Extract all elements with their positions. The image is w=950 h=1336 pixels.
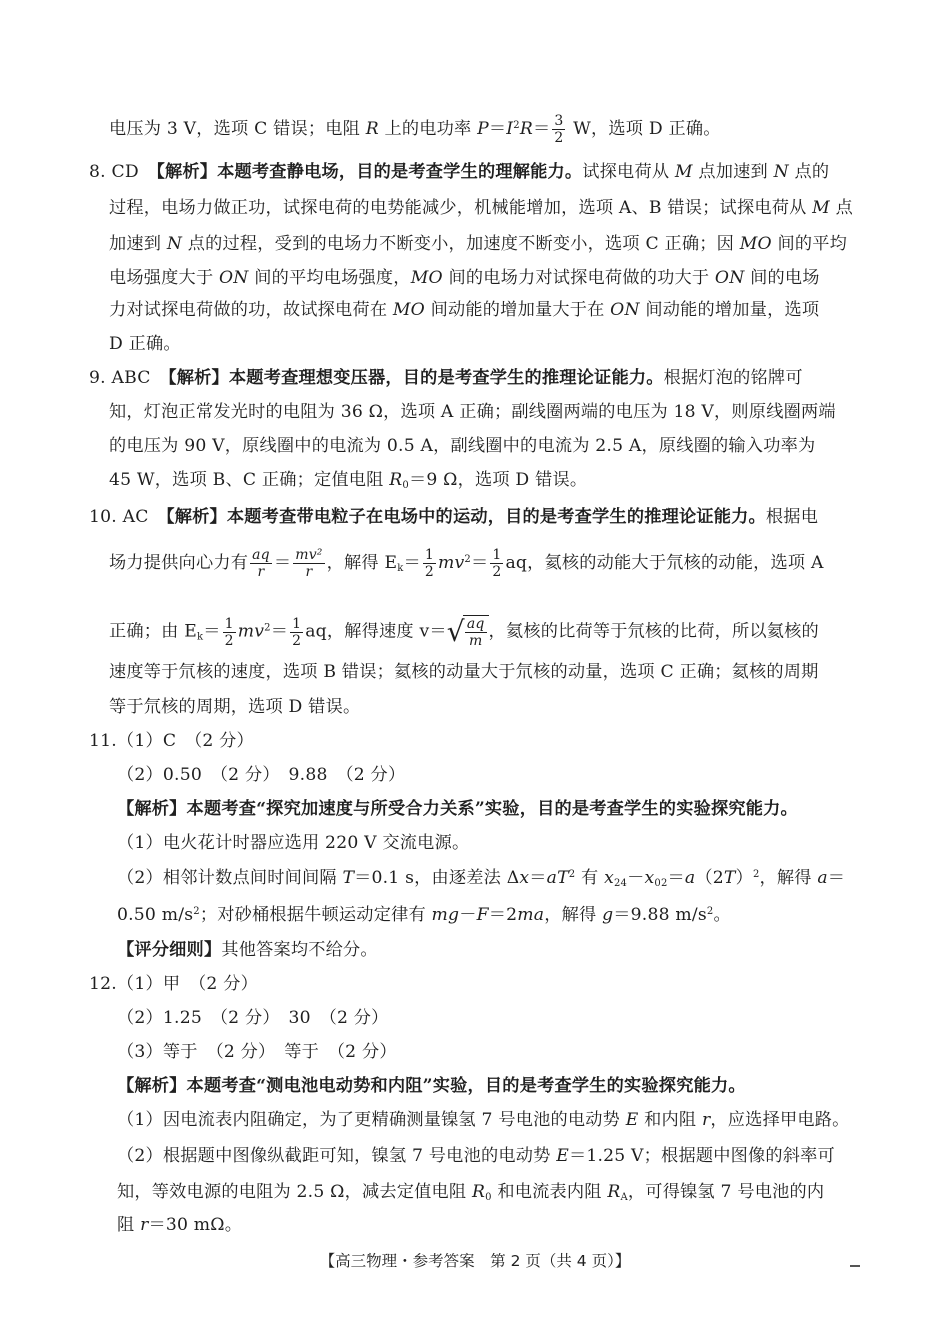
text-line: 知，等效电源的电阻为 2.5 Ω，减去定值电阻 $R_0$ 和电流表内阻 $R_A$，可得镍氢 7 号电池的内	[117, 1182, 825, 1203]
text-line: 等于氘核的周期，选项 D 错误。	[109, 697, 361, 717]
fraction: $\frac{\text{mv²}}{r}$	[295, 547, 323, 580]
question-9-line: 9. ABC 【解析】本题考查理想变压器，目的是考查学生的推理论证能力。根据灯泡的铭牌可	[89, 368, 803, 388]
text-line: D 正确。	[109, 334, 181, 354]
fraction: $\frac{1}{2}$	[292, 615, 302, 649]
text-line: （1）电火花计时器应选用 220 V 交流电源。	[117, 833, 470, 853]
fraction: $\frac{1}{2}$	[424, 547, 434, 580]
text-line	[117, 797, 798, 821]
formula-line: 场力提供向心力有 $\frac{aq}{r}$ ＝ $\frac{\text{mv²}}{r}$ ，解得 $E_k=$ $\frac{1}{2}$ $mv^2=$ $\frac{1}{2}$ aq，氦核的动能大于氘核的动能，选项 A	[109, 547, 824, 580]
analysis-tag: 【解析】本题考查理想变压器，目的是考查学生的推理论证能力。	[167, 368, 664, 388]
text-line: （2）1.25 （2 分） 30 （2 分）	[117, 1008, 389, 1028]
question-8-line: 8. CD 【解析】本题考查静电场，目的是考查学生的理解能力。试探电荷从 M 点加速到 N 点的	[89, 162, 830, 182]
question-12-line: 12.（1）甲 （2 分）	[89, 974, 258, 994]
text-line: 速度等于氘核的速度，选项 B 错误；氦核的动量大于氘核的动量，选项 C 正确；氦核的周期	[109, 662, 819, 682]
formula-line: 0.50 $m/s^2$；对砂桶根据牛顿运动定律有 mg－F＝2ma，解得 g＝9.88 $m/s^2$。	[117, 905, 731, 925]
corner-mark	[850, 1265, 860, 1267]
fraction: $\frac{aq}{r}$	[252, 547, 270, 580]
analysis-tag: 【解析】本题考查“探究加速度与所受合力关系”实验，目的是考查学生的实验探究能力。	[117, 799, 798, 819]
question-11-line: 11.（1）C （2 分）	[89, 731, 254, 751]
text-line: 知，灯泡正常发光时的电阻为 36 Ω，选项 A 正确；副线圈两端的电压为 18 V，则原线圈两端	[109, 402, 836, 422]
text-line: 加速到 N 点的过程，受到的电场力不断变小，加速度不断变小，选项 C 正确；因 MO 间的平均	[109, 234, 848, 254]
text-line: 【评分细则】其他答案均不给分。	[117, 940, 378, 960]
analysis-tag: 【解析】本题考查“测电池电动势和内阻”实验，目的是考查学生的实验探究能力。	[117, 1076, 746, 1096]
question-number: 10. AC	[89, 507, 149, 527]
formula-line: 正确；由 $E_k=$ $\frac{1}{2}$ $mv^2=$ $\frac{1}{2}$ aq，解得速度 v＝√ $\frac{aq}{m}$ ，氦核的比荷等于氘核的比荷，所以氦核的	[109, 615, 819, 649]
question-10-line: 10. AC 【解析】本题考查带电粒子在电场中的运动，目的是考查学生的推理论证能力。根据电	[89, 507, 819, 527]
text-line: （1）因电流表内阻确定，为了更精确测量镍氢 7 号电池的电动势 E 和内阻 r，应选择甲电路。	[117, 1110, 850, 1130]
square-root: √ $\frac{aq}{m}$	[447, 614, 489, 650]
text-line	[117, 1074, 746, 1098]
text-line: 过程，电场力做正功，试探电荷的电势能减少，机械能增加，选项 A、B 错误；试探电荷从 M 点	[109, 198, 854, 218]
text-line: 45 W，选项 B、C 正确；定值电阻 $R_0=9$ Ω，选项 D 错误。	[109, 470, 588, 491]
analysis-tag: 【解析】本题考查静电场，目的是考查学生的理解能力。	[156, 162, 583, 182]
text-line: （2）0.50 （2 分） 9.88 （2 分）	[117, 765, 406, 785]
scoring-tag: 【评分细则】	[117, 940, 222, 960]
text-line: 力对试探电荷做的功，故试探电荷在 MO 间动能的增加量大于在 ON 间动能的增加量，选项	[109, 300, 820, 320]
question-number: 8. CD	[89, 162, 139, 182]
text-line: （2）根据题中图像纵截距可知，镍氢 7 号电池的电动势 E＝1.25 V；根据题中图像的斜率可	[117, 1146, 835, 1166]
question-number: 9. ABC	[89, 368, 151, 388]
footer-text: 【高三物理・参考答案 第 2 页（共 4 页）】	[319, 1252, 631, 1270]
text-line: （3）等于 （2 分） 等于 （2 分）	[117, 1042, 397, 1062]
text-line: 阻 r＝30 mΩ。	[117, 1215, 243, 1235]
fraction: $\frac{1}{2}$	[492, 547, 502, 580]
text-line: 的电压为 90 V，原线圈中的电流为 0.5 A，副线圈中的电流为 2.5 A，原线圈的输入功率为	[109, 436, 816, 456]
page-footer	[0, 1250, 950, 1272]
analysis-tag: 【解析】本题考查带电粒子在电场中的运动，目的是考查学生的推理论证能力。	[165, 507, 766, 527]
fraction: $\frac{1}{2}$	[224, 615, 234, 649]
text-line: 电场强度大于 ON 间的平均电场强度，MO 间的电场力对试探电荷做的功大于 ON 间的电场	[109, 268, 820, 288]
text-line: 电压为 3 V，选项 C 错误；电阻 R 上的电功率 $P=I^2R=$ $\frac{3}{2}$ W，选项 D 正确。	[109, 113, 721, 146]
formula-line: （2）相邻计数点间时间间隔 T＝0.1 s，由逐差法 $\Delta x=aT^2$ 有 $x_{24}-x_{02}=a(2T)^2$，解得 a＝	[117, 868, 846, 889]
fraction: $\frac{3}{2}$	[554, 113, 564, 146]
